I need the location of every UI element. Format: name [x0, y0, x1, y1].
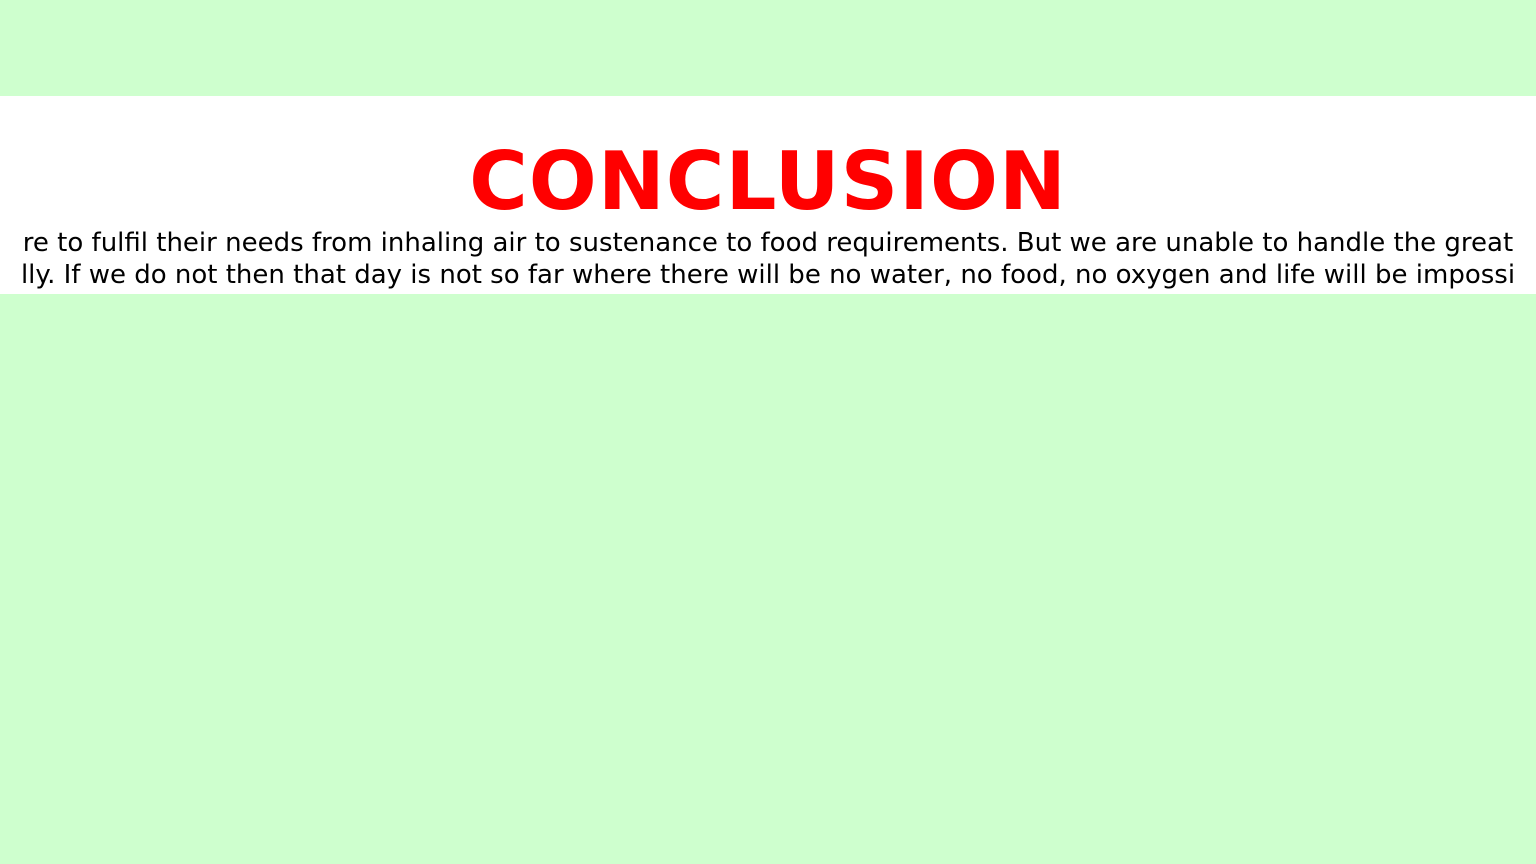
paragraph-line-2: lly. If we do not then that day is not so far where there will be no water, no food, no oxygen and life will be impossi: [20, 260, 1516, 290]
conclusion-heading: CONCLUSION: [469, 135, 1067, 228]
conclusion-paragraph: [0, 227, 1536, 291]
paragraph-line-1: re to fulfil their needs from inhaling air to sustenance to food requirements. But we are unable to handle the great: [22, 228, 1514, 258]
conclusion-content: [0, 0, 1536, 294]
